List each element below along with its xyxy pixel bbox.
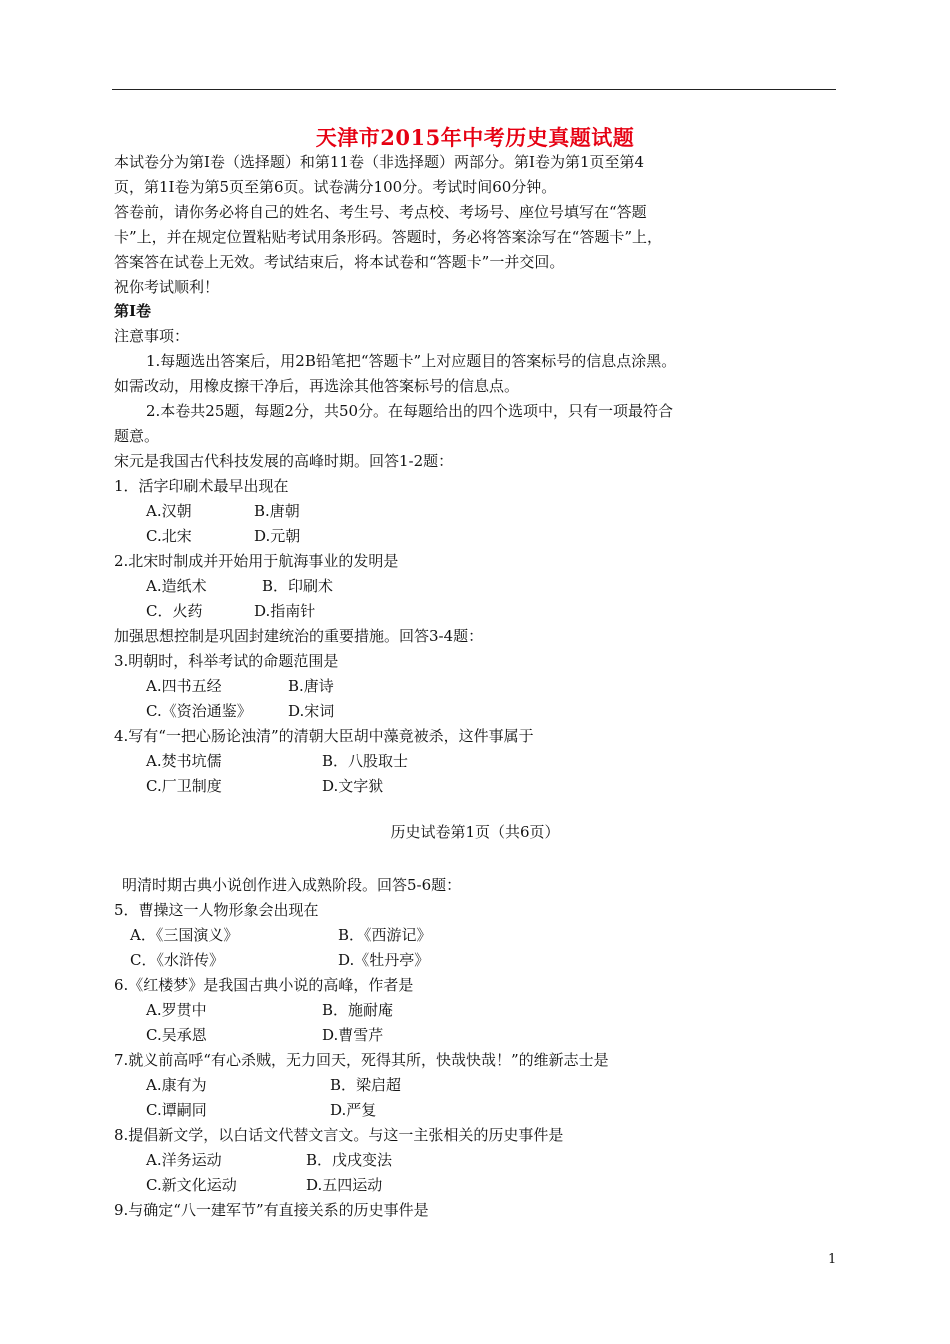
intro-line: 本试卷分为第Ⅰ卷（选择题）和第11卷（非选择题）两部分。第Ⅰ卷为第1页至第4 [114, 153, 645, 171]
question-9: 9.与确定“八一建军节”有直接关系的历史事件是 [114, 1201, 429, 1219]
group-prompt: 明清时期古典小说创作进入成熟阶段。回答5-6题： [122, 876, 462, 894]
option-5a: A．《三国演义》 [130, 926, 239, 944]
question-6: 6.《红楼梦》是我国古典小说的高峰，作者是 [114, 976, 414, 994]
option-5d: D.《牡丹亭》 [338, 951, 430, 969]
option-3d: D.宋词 [288, 702, 335, 720]
option-2d: D.指南针 [254, 602, 316, 620]
intro-line: 答案答在试卷上无效。考试结束后，将本试卷和“答题卡”一并交回。 [114, 253, 565, 271]
option-4b: B．八股取士 [322, 752, 409, 770]
option-7d: D.严复 [330, 1101, 377, 1119]
header-rule [112, 89, 836, 90]
option-7a: A.康有为 [146, 1076, 207, 1094]
option-8c: C.新文化运动 [146, 1176, 237, 1194]
question-2: 2.北宋时制成并开始用于航海事业的发明是 [114, 552, 399, 570]
page-title: 天津市2015年中考历史真题试题 [315, 125, 635, 150]
question-5: 5．曹操这一人物形象会出现在 [114, 901, 319, 919]
option-1c: C.北宋 [146, 527, 192, 545]
question-3: 3.明朝时，科举考试的命题范围是 [114, 652, 339, 670]
option-5b: B．《西游记》 [338, 926, 432, 944]
option-4a: A.焚书坑儒 [146, 752, 222, 770]
note-line: 题意。 [114, 427, 160, 445]
option-6c: C.吴承恩 [146, 1026, 207, 1044]
question-8: 8.提倡新文学，以白话文代替文言文。与这一主张相关的历史事件是 [114, 1126, 564, 1144]
group-prompt: 宋元是我国古代科技发展的高峰时期。回答1-2题： [114, 452, 454, 470]
note-line: 1.每题选出答案后，用2B铅笔把“答题卡”上对应题目的答案标号的信息点涂黑。 [146, 352, 677, 370]
option-5c: C．《水浒传》 [130, 951, 224, 969]
page-footer: 历史试卷第1页（共6页） [390, 823, 560, 841]
question-7: 7.就义前高呼“有心杀贼，无力回天，死得其所，快哉快哉！”的维新志士是 [114, 1051, 609, 1069]
section-heading: 第Ⅰ卷 [114, 302, 152, 320]
option-8d: D.五四运动 [306, 1176, 383, 1194]
question-1: 1．活字印刷术最早出现在 [114, 477, 289, 495]
group-prompt: 加强思想控制是巩固封建统治的重要措施。回答3-4题： [114, 627, 484, 645]
notes-label: 注意事项： [114, 327, 190, 345]
option-1b: B.唐朝 [254, 502, 300, 520]
option-6a: A.罗贯中 [146, 1001, 207, 1019]
note-line: 如需改动，用橡皮擦干净后，再选涂其他答案标号的信息点。 [114, 377, 520, 395]
question-4: 4.写有“一把心肠论浊清”的清朝大臣胡中藻竟被杀，这件事属于 [114, 727, 534, 745]
option-4c: C.厂卫制度 [146, 777, 222, 795]
intro-line: 祝你考试顺利！ [114, 278, 220, 296]
option-7b: B．梁启超 [330, 1076, 402, 1094]
intro-line: 答卷前，请你务必将自己的姓名、考生号、考点校、考场号、座位号填写在“答题 [114, 203, 647, 221]
option-4d: D.文字狱 [322, 777, 384, 795]
option-8a: A.洋务运动 [146, 1151, 222, 1169]
option-7c: C.谭嗣同 [146, 1101, 207, 1119]
option-3b: B.唐诗 [288, 677, 334, 695]
intro-line: 页，第1Ⅰ卷为第5页至第6页。试卷满分100分。考试时间60分钟。 [114, 178, 557, 196]
option-2a: A.造纸术 [146, 577, 207, 595]
option-1d: D.元朝 [254, 527, 301, 545]
option-2c: C．火药 [146, 602, 203, 620]
option-1a: A.汉朝 [146, 502, 192, 520]
option-6b: B．施耐庵 [322, 1001, 394, 1019]
page-number: 1 [828, 1252, 837, 1267]
option-3c: C.《资治通鉴》 [146, 702, 252, 720]
note-line: 2.本卷共25题，每题2分，共50分。在每题给出的四个选项中，只有一项最符合 [146, 402, 674, 420]
option-8b: B．戊戌变法 [306, 1151, 393, 1169]
intro-line: 卡”上，并在规定位置粘贴考试用条形码。答题时，务必将答案涂写在“答题卡”上， [114, 228, 663, 246]
option-6d: D.曹雪芹 [322, 1026, 384, 1044]
option-2b: B．印刷术 [262, 577, 334, 595]
option-3a: A.四书五经 [146, 677, 222, 695]
